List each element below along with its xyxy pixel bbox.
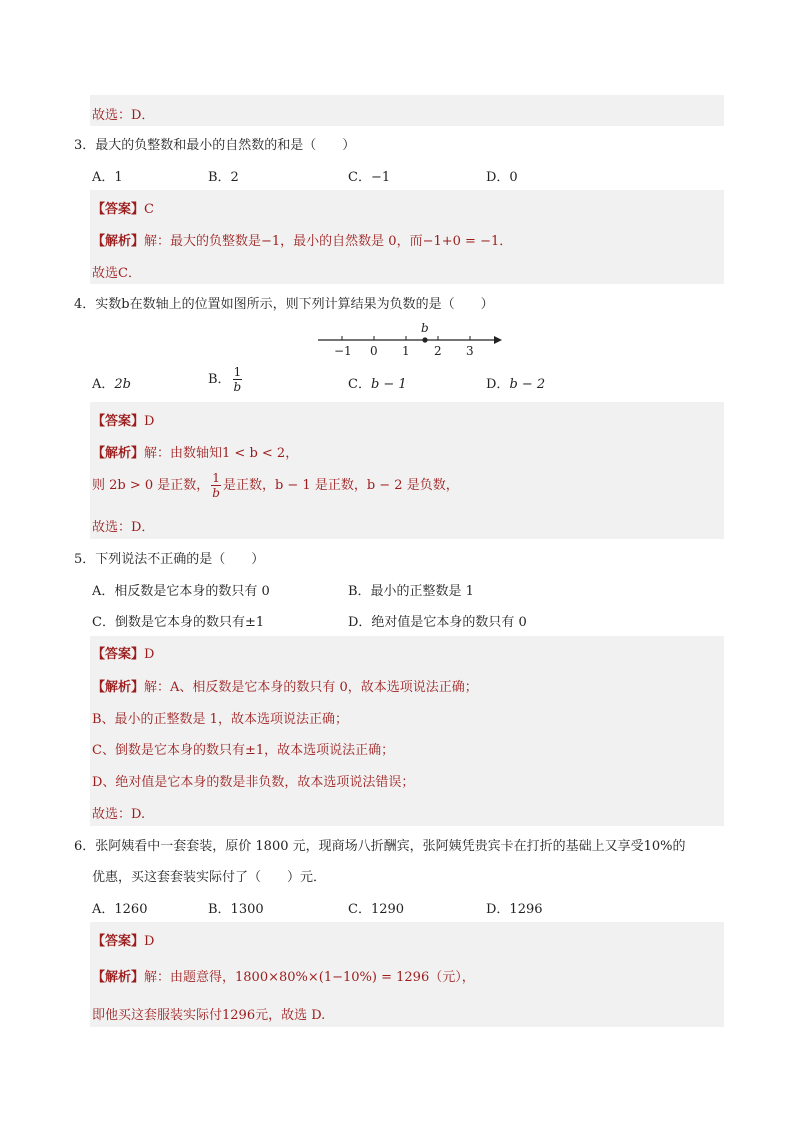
q5-end: 故选：D. <box>92 807 146 822</box>
q5-solution-band <box>90 636 724 826</box>
fraction: $\frac{1}{b}$ <box>233 365 242 394</box>
tick-label: 0 <box>370 344 378 358</box>
q6-option-c: C．1290 <box>348 902 405 917</box>
question-6-stem-line-1: 6．张阿姨看中一套套装，原价 1800 元，现商场八折酬宾，张阿姨凭贵宾卡在打折的基础上又享受10%的 <box>74 839 686 854</box>
q3-analysis: 【解析】解：最大的负整数是−1，最小的自然数是 0，而−1+0 = −1． <box>92 234 513 249</box>
tick-label: 2 <box>434 344 442 358</box>
tick-label: 1 <box>402 344 410 358</box>
q4-option-a: A．2b <box>92 377 131 392</box>
q6-answer: 【答案】D <box>92 934 155 949</box>
q4-option-d: D．b − 2 <box>486 377 546 392</box>
q5-option-a: A．相反数是它本身的数只有 0 <box>92 584 270 599</box>
q3-option-c: C．−1 <box>348 170 391 185</box>
q3-end: 故选C． <box>92 266 141 281</box>
q4-analysis: 【解析】解：由数轴知1 < b < 2， <box>92 446 299 461</box>
q6-option-b: B．1300 <box>208 902 264 917</box>
q3-option-a: A．1 <box>92 170 123 185</box>
q3-option-b: B．2 <box>208 170 239 185</box>
answer-band <box>90 95 724 126</box>
q4-option-b: B． $\frac{1}{b}$ <box>208 365 242 394</box>
number-line <box>312 318 502 360</box>
q6-option-a: A．1260 <box>92 902 148 917</box>
question-4-stem: 4．实数b在数轴上的位置如图所示，则下列计算结果为负数的是（ ） <box>74 297 494 312</box>
q4-solution-band <box>90 402 724 539</box>
question-5-stem: 5．下列说法不正确的是（ ） <box>74 552 265 567</box>
q4-option-c: C．b − 1 <box>348 377 407 392</box>
q4-analysis-line-2: 则 2b > 0 是正数， $\frac{1}{b}$ 是正数，b − 1 是正数，b − 2 是负数， <box>92 471 459 500</box>
q6-analysis: 【解析】解：由题意得，1800×80%×(1−10%) = 1296（元）， <box>92 970 475 985</box>
q5-analysis-line: B、最小的正整数是 1，故本选项说法正确； <box>92 712 348 727</box>
q4-end: 故选：D． <box>92 520 155 535</box>
q5-answer: 【答案】D <box>92 647 155 662</box>
q5-analysis-line: C、倒数是它本身的数只有±1，故本选项说法正确； <box>92 743 395 758</box>
q6-option-d: D．1296 <box>486 902 543 917</box>
q5-option-b: B．最小的正整数是 1 <box>348 584 474 599</box>
q3-option-d: D．0 <box>486 170 518 185</box>
fraction: $\frac{1}{b}$ <box>212 471 220 500</box>
q6-end: 即他买这套服装实际付1296元，故选 D. <box>92 1008 326 1023</box>
q5-analysis: 【解析】解：A、相反数是它本身的数只有 0，故本选项说法正确； <box>92 680 478 695</box>
answer-end-line: 故选：D． <box>92 108 155 123</box>
q4-answer: 【答案】D <box>92 414 155 429</box>
q5-option-c: C．倒数是它本身的数只有±1 <box>92 615 265 630</box>
question-3-stem: 3．最大的负整数和最小的自然数的和是（ ） <box>74 138 356 153</box>
q5-option-d: D．绝对值是它本身的数只有 0 <box>348 615 527 630</box>
question-6-stem-line-2: 优惠，买这套套装实际付了（ ）元． <box>92 870 327 885</box>
number-line-point-label: b <box>421 321 429 335</box>
tick-label: 3 <box>466 344 474 358</box>
q5-analysis-line: D、绝对值是它本身的数是非负数，故本选项说法错误； <box>92 775 415 790</box>
q3-answer: 【答案】C <box>92 202 154 217</box>
tick-label: −1 <box>334 344 352 358</box>
